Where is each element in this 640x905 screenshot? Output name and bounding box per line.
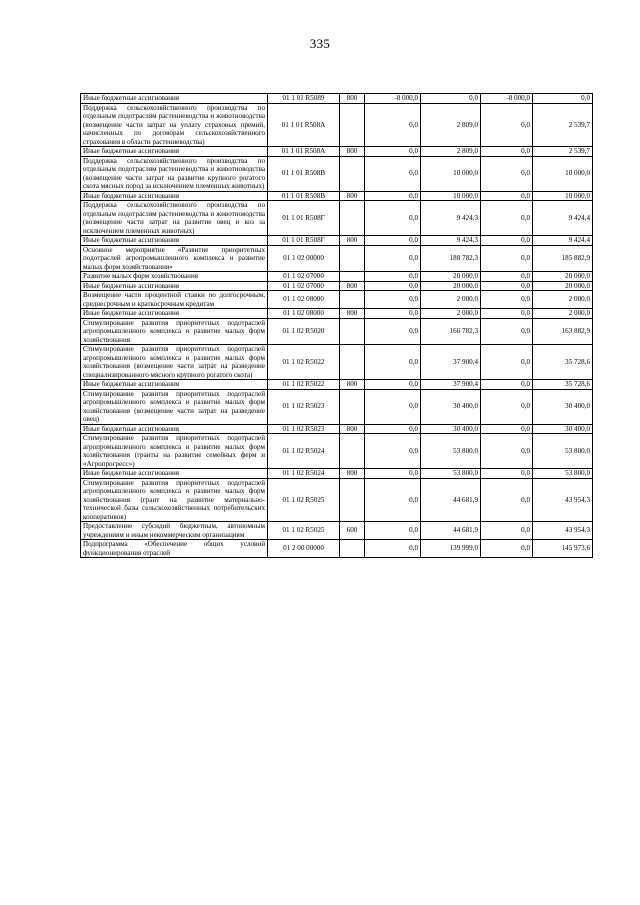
row-value-3-cell: 0,0 xyxy=(481,424,533,434)
row-code-cell: 01 1 02 00000 xyxy=(268,245,340,272)
row-code-cell: 01 1 02 R5023 xyxy=(268,424,340,434)
table-row xyxy=(81,522,593,540)
row-value-1-cell: 0,0 xyxy=(365,424,421,434)
row-name-cell: Предоставление субсидий бюджетным, автономным учреждениям и иным некоммерческим организациям xyxy=(81,522,268,540)
row-value-3-cell: 0,0 xyxy=(481,201,533,236)
row-value-4-cell: 163 882,9 xyxy=(533,318,593,345)
row-code-cell: 01 1 01 R508В xyxy=(268,191,340,201)
row-value-1-cell: 0,0 xyxy=(365,309,421,319)
row-value-1-cell: 0,0 xyxy=(365,291,421,309)
row-value-1-cell: 0,0 xyxy=(365,345,421,380)
row-code-cell: 01 1 02 R5022 xyxy=(268,345,340,380)
budget-table-body xyxy=(81,94,593,558)
row-value-2-cell: 53 800,0 xyxy=(421,434,481,469)
row-code-cell: 01 1 02 R5020 xyxy=(268,318,340,345)
table-row xyxy=(81,201,593,236)
row-value-3-cell: 0,0 xyxy=(481,469,533,479)
row-value-2-cell: 188 782,3 xyxy=(421,245,481,272)
row-name-cell: Иные бюджетные ассигнования xyxy=(81,309,268,319)
row-value-1-cell: 0,0 xyxy=(365,156,421,191)
row-expense-type-cell xyxy=(340,201,365,236)
row-value-3-cell: 0,0 xyxy=(481,478,533,522)
table-row xyxy=(81,245,593,272)
table-row xyxy=(81,236,593,246)
row-expense-type-cell: 800 xyxy=(340,147,365,157)
row-value-4-cell: 185 882,9 xyxy=(533,245,593,272)
row-value-4-cell: 30 400,0 xyxy=(533,389,593,424)
row-value-1-cell: 0,0 xyxy=(365,434,421,469)
row-value-2-cell: 20 000,0 xyxy=(421,281,481,291)
row-name-cell: Иные бюджетные ассигнования xyxy=(81,424,268,434)
row-value-2-cell: 44 681,9 xyxy=(421,522,481,540)
row-value-3-cell: 0,0 xyxy=(481,318,533,345)
table-row xyxy=(81,434,593,469)
row-code-cell: 01 1 02 R5024 xyxy=(268,434,340,469)
row-value-1-cell: 0,0 xyxy=(365,522,421,540)
table-row xyxy=(81,281,593,291)
row-value-4-cell: 10 000,0 xyxy=(533,156,593,191)
row-value-2-cell: 30 400,0 xyxy=(421,424,481,434)
row-name-cell: Стимулирование развития приоритетных подотраслей агропромышленного комплекса и развитие малых форм хозяйствования (грант на развитие материально-технической базы сельскохозяйственных потребительских кооперативов) xyxy=(81,478,268,522)
row-value-1-cell: 0,0 xyxy=(365,103,421,147)
row-name-cell: Иные бюджетные ассигнования xyxy=(81,380,268,390)
table-row xyxy=(81,309,593,319)
row-expense-type-cell: 600 xyxy=(340,522,365,540)
row-value-4-cell: 20 000,0 xyxy=(533,272,593,282)
row-value-2-cell: 20 000,0 xyxy=(421,272,481,282)
table-row xyxy=(81,380,593,390)
row-code-cell: 01 1 01 R508Г xyxy=(268,236,340,246)
row-code-cell: 01 1 01 R508В xyxy=(268,156,340,191)
row-code-cell: 01 1 02 07000 xyxy=(268,272,340,282)
row-name-cell: Подпрограмма «Обеспечение общих условий функционирования отраслей xyxy=(81,540,268,558)
row-expense-type-cell xyxy=(340,345,365,380)
row-value-3-cell: 0,0 xyxy=(481,147,533,157)
row-value-1-cell: 0,0 xyxy=(365,281,421,291)
row-value-1-cell: 0,0 xyxy=(365,147,421,157)
row-name-cell: Иные бюджетные ассигнования xyxy=(81,236,268,246)
row-expense-type-cell: 800 xyxy=(340,191,365,201)
row-value-4-cell: 2 000,0 xyxy=(533,291,593,309)
row-value-1-cell: 0,0 xyxy=(365,478,421,522)
table-row xyxy=(81,156,593,191)
row-value-1-cell: 0,0 xyxy=(365,318,421,345)
row-value-2-cell: 9 424,3 xyxy=(421,201,481,236)
row-value-2-cell: 37 900,4 xyxy=(421,345,481,380)
table-row xyxy=(81,147,593,157)
row-value-2-cell: 0,0 xyxy=(421,94,481,104)
row-name-cell: Иные бюджетные ассигнования xyxy=(81,191,268,201)
row-value-3-cell: 0,0 xyxy=(481,156,533,191)
row-value-4-cell: 9 424,4 xyxy=(533,201,593,236)
row-name-cell: Развитие малых форм хозяйствования xyxy=(81,272,268,282)
row-expense-type-cell xyxy=(340,318,365,345)
row-value-3-cell: 0,0 xyxy=(481,103,533,147)
row-name-cell: Основное мероприятие «Развитие приоритетных подотраслей агропромышленного комплекса и развитие малых форм хозяйствования» xyxy=(81,245,268,272)
row-expense-type-cell: 800 xyxy=(340,281,365,291)
page-number: 335 xyxy=(309,36,331,51)
row-value-4-cell: 10 000,0 xyxy=(533,191,593,201)
row-value-1-cell: 0,0 xyxy=(365,191,421,201)
row-code-cell: 01 1 02 R5022 xyxy=(268,380,340,390)
row-value-1-cell: 0,0 xyxy=(365,272,421,282)
row-expense-type-cell: 800 xyxy=(340,380,365,390)
row-value-4-cell: 9 424,4 xyxy=(533,236,593,246)
table-row xyxy=(81,345,593,380)
row-name-cell: Поддержка сельскохозяйственного производства по отдельным подотраслям растениеводства и животноводства (возмещение части затрат на уплату страховых премий, начисленных по договорам сельскохозяйственного страхования в области растениеводства) xyxy=(81,103,268,147)
row-code-cell: 01 1 01 R508Г xyxy=(268,201,340,236)
row-expense-type-cell: 800 xyxy=(340,309,365,319)
row-value-3-cell: 0,0 xyxy=(481,345,533,380)
table-row xyxy=(81,272,593,282)
row-expense-type-cell xyxy=(340,389,365,424)
row-expense-type-cell xyxy=(340,272,365,282)
table-row xyxy=(81,540,593,558)
budget-table xyxy=(80,93,593,558)
row-value-3-cell: 0,0 xyxy=(481,281,533,291)
row-name-cell: Поддержка сельскохозяйственного производства по отдельным подотраслям растениеводства и животноводства (возмещение части затрат на развитие крупного рогатого скота мясных пород за исключением племенных животных) xyxy=(81,156,268,191)
row-value-4-cell: 2 539,7 xyxy=(533,147,593,157)
row-value-3-cell: -8 000,0 xyxy=(481,94,533,104)
row-name-cell: Поддержка сельскохозяйственного производства по отдельным подотраслям растениеводства и животноводства (возмещение части затрат на развитие овец и коз за исключением племенных животных) xyxy=(81,201,268,236)
row-value-4-cell: 30 400,0 xyxy=(533,424,593,434)
table-row xyxy=(81,424,593,434)
row-name-cell: Иные бюджетные ассигнования xyxy=(81,147,268,157)
row-value-2-cell: 139 999,0 xyxy=(421,540,481,558)
row-value-1-cell: 0,0 xyxy=(365,201,421,236)
row-value-2-cell: 2 809,0 xyxy=(421,147,481,157)
row-expense-type-cell: 800 xyxy=(340,469,365,479)
row-value-2-cell: 2 000,0 xyxy=(421,309,481,319)
row-expense-type-cell xyxy=(340,245,365,272)
row-value-2-cell: 10 000,0 xyxy=(421,191,481,201)
row-code-cell: 01 1 02 R5025 xyxy=(268,522,340,540)
table-row xyxy=(81,103,593,147)
row-value-2-cell: 30 400,0 xyxy=(421,389,481,424)
row-name-cell: Стимулирование развития приоритетных подотраслей агропромышленного комплекса и развитие малых форм хозяйствования xyxy=(81,318,268,345)
row-value-3-cell: 0,0 xyxy=(481,389,533,424)
row-value-2-cell: 2 000,0 xyxy=(421,291,481,309)
row-value-4-cell: 0,0 xyxy=(533,94,593,104)
row-code-cell: 01 1 02 R5024 xyxy=(268,469,340,479)
table-row xyxy=(81,478,593,522)
row-code-cell: 01 1 02 R5023 xyxy=(268,389,340,424)
row-expense-type-cell xyxy=(340,478,365,522)
table-row xyxy=(81,191,593,201)
row-value-4-cell: 53 800,0 xyxy=(533,434,593,469)
row-value-2-cell: 53 800,0 xyxy=(421,469,481,479)
row-value-1-cell: 0,0 xyxy=(365,540,421,558)
row-value-1-cell: 0,0 xyxy=(365,380,421,390)
table-row xyxy=(81,469,593,479)
row-value-4-cell: 2 000,0 xyxy=(533,309,593,319)
row-expense-type-cell: 800 xyxy=(340,94,365,104)
row-value-3-cell: 0,0 xyxy=(481,245,533,272)
row-value-2-cell: 9 424,3 xyxy=(421,236,481,246)
row-expense-type-cell: 800 xyxy=(340,424,365,434)
row-value-4-cell: 2 539,7 xyxy=(533,103,593,147)
table-row xyxy=(81,94,593,104)
row-value-3-cell: 0,0 xyxy=(481,380,533,390)
row-code-cell: 01 1 01 R508А xyxy=(268,103,340,147)
row-value-4-cell: 35 728,6 xyxy=(533,345,593,380)
row-value-1-cell: 0,0 xyxy=(365,236,421,246)
row-value-1-cell: 0,0 xyxy=(365,469,421,479)
row-value-2-cell: 2 809,0 xyxy=(421,103,481,147)
table-row xyxy=(81,389,593,424)
row-code-cell: 01 2 00 00000 xyxy=(268,540,340,558)
row-code-cell: 01 1 02 08000 xyxy=(268,309,340,319)
table-row xyxy=(81,318,593,345)
row-value-3-cell: 0,0 xyxy=(481,540,533,558)
row-code-cell: 01 1 02 R5025 xyxy=(268,478,340,522)
row-value-4-cell: 35 728,6 xyxy=(533,380,593,390)
row-expense-type-cell xyxy=(340,540,365,558)
row-value-3-cell: 0,0 xyxy=(481,522,533,540)
row-name-cell: Иные бюджетные ассигнования xyxy=(81,94,268,104)
row-expense-type-cell: 800 xyxy=(340,236,365,246)
row-value-2-cell: 10 000,0 xyxy=(421,156,481,191)
row-value-1-cell: 0,0 xyxy=(365,389,421,424)
row-value-3-cell: 0,0 xyxy=(481,236,533,246)
row-value-3-cell: 0,0 xyxy=(481,434,533,469)
row-value-3-cell: 0,0 xyxy=(481,191,533,201)
row-name-cell: Иные бюджетные ассигнования xyxy=(81,469,268,479)
row-value-4-cell: 145 973,6 xyxy=(533,540,593,558)
row-code-cell: 01 1 02 07000 xyxy=(268,281,340,291)
row-value-3-cell: 0,0 xyxy=(481,272,533,282)
row-expense-type-cell xyxy=(340,103,365,147)
row-name-cell: Возмещение части процентной ставки по долгосрочным, среднесрочным и краткосрочным кредитам xyxy=(81,291,268,309)
row-value-4-cell: 53 800,0 xyxy=(533,469,593,479)
row-code-cell: 01 1 02 08000 xyxy=(268,291,340,309)
row-value-2-cell: 37 900,4 xyxy=(421,380,481,390)
row-name-cell: Иные бюджетные ассигнования xyxy=(81,281,268,291)
row-name-cell: Стимулирование развития приоритетных подотраслей агропромышленного комплекса и развитие малых форм хозяйствования (возмещение части затрат на разведение овец) xyxy=(81,389,268,424)
row-expense-type-cell xyxy=(340,156,365,191)
row-value-2-cell: 44 681,9 xyxy=(421,478,481,522)
row-value-1-cell: -8 000,0 xyxy=(365,94,421,104)
table-row xyxy=(81,291,593,309)
row-value-3-cell: 0,0 xyxy=(481,309,533,319)
row-code-cell: 01 1 01 R5089 xyxy=(268,94,340,104)
row-expense-type-cell xyxy=(340,434,365,469)
row-value-3-cell: 0,0 xyxy=(481,291,533,309)
row-value-4-cell: 43 954,3 xyxy=(533,522,593,540)
row-name-cell: Стимулирование развития приоритетных подотраслей агропромышленного комплекса и развитие малых форм хозяйствования (возмещение части затрат на разведение специализированного мясного крупного рогатого скота) xyxy=(81,345,268,380)
row-name-cell: Стимулирование развития приоритетных подотраслей агропромышленного комплекса и развитие малых форм хозяйствования (гранты на развитие семейных ферм и «Агропрогресс») xyxy=(81,434,268,469)
row-value-1-cell: 0,0 xyxy=(365,245,421,272)
row-value-4-cell: 20 000,0 xyxy=(533,281,593,291)
row-code-cell: 01 1 01 R508А xyxy=(268,147,340,157)
row-value-2-cell: 166 782,3 xyxy=(421,318,481,345)
row-expense-type-cell xyxy=(340,291,365,309)
row-value-4-cell: 43 954,3 xyxy=(533,478,593,522)
